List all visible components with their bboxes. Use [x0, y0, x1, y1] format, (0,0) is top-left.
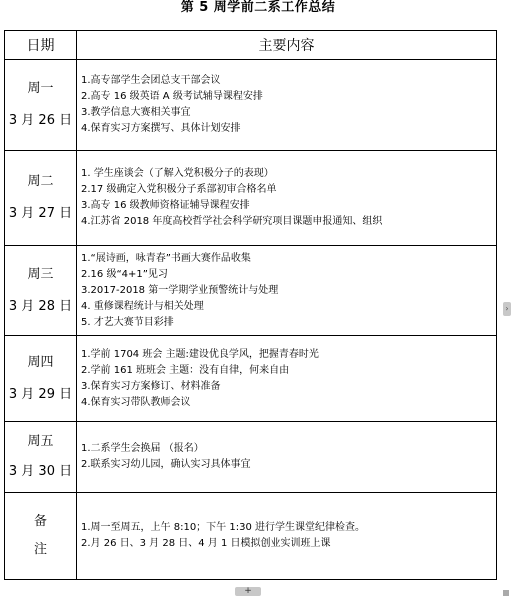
date-label: 3 月 28 日: [8, 298, 73, 314]
date-label: 3 月 30 日: [8, 464, 73, 479]
list-item: 4. 重修课程统计与相关处理: [81, 300, 204, 312]
list-item: 4.保育实习方案撰写、具体计划安排: [81, 123, 241, 134]
date-cell: [5, 151, 77, 246]
list-item: 1.周一至周五，上午 8:10；下午 1:30 进行学生课堂纪律检查。: [81, 522, 365, 533]
date-label: 3 月 27 日: [8, 206, 73, 221]
list-item: 3.保育实习方案修订、材料准备: [81, 380, 221, 392]
content-cell: [77, 60, 497, 151]
table-row: [5, 60, 497, 151]
date-cell: [5, 60, 77, 151]
list-item: 2.联系实习幼儿园，确认实习具体事宜: [81, 459, 251, 470]
notes-row: [5, 493, 497, 580]
content-cell: [77, 246, 497, 336]
date-cell: [5, 336, 77, 422]
table-row: [5, 151, 497, 246]
list-item: 1. 学生座谈会（了解入党积极分子的表现）: [81, 168, 274, 179]
table-row: [5, 336, 497, 422]
notes-label-cell: [5, 493, 77, 580]
list-item: 3.高专 16 级教师资格证辅导课程安排: [81, 200, 250, 211]
date-label: 3 月 26 日: [8, 113, 73, 128]
day-label: 周四: [27, 354, 54, 370]
resize-handle[interactable]: [503, 590, 509, 596]
content-cell: [77, 422, 497, 493]
day-label: 周五: [27, 434, 54, 449]
list-item: 1.学前 1704 班会 主题:建设优良学风，把握青春时光: [81, 348, 319, 360]
list-item: 2.学前 161 班班会 主题：没有自律，何来自由: [81, 364, 290, 376]
day-label: 周二: [27, 174, 54, 189]
list-item: 4.江苏省 2018 年度高校哲学社会科学研究项目课题申报通知、组织: [81, 216, 383, 227]
list-item: 1.高专部学生会团总支干部会议: [81, 75, 221, 86]
date-cell: [5, 246, 77, 336]
list-item: 1.“展诗画，咏青春”书画大赛作品收集: [81, 252, 251, 264]
list-item: 3.教学信息大赛相关事宜: [81, 107, 191, 118]
header-date: 日期: [5, 31, 77, 60]
day-label: 周一: [27, 81, 54, 96]
notes-label: 备: [33, 514, 47, 529]
table-header-row: [5, 31, 497, 60]
content-cell: [77, 336, 497, 422]
header-content: 主要内容: [77, 31, 497, 60]
notes-label: 注: [33, 542, 47, 557]
list-item: 5. 才艺大赛节目彩排: [81, 316, 174, 328]
chevron-right-icon[interactable]: ›: [503, 302, 511, 316]
table-row: [5, 422, 497, 493]
list-item: 3.2017-2018 第一学期学业预警统计与处理: [81, 284, 279, 296]
list-item: 4.保育实习带队教师会议: [81, 396, 191, 408]
day-label: 周三: [27, 266, 54, 282]
date-label: 3 月 29 日: [8, 386, 73, 402]
plus-icon[interactable]: +: [235, 587, 261, 596]
content-cell: [77, 151, 497, 246]
page-title: 第 5 周学前二系工作总结: [180, 0, 336, 15]
notes-content-cell: [77, 493, 497, 580]
list-item: 2.月 26 日、3 月 28 日、4 月 1 日模拟创业实训班上课: [81, 538, 331, 549]
list-item: 1.二系学生会换届 （报名）: [81, 443, 204, 454]
table-row: [5, 246, 497, 336]
work-summary-table: [4, 30, 497, 580]
list-item: 2.高专 16 级英语 A 级考试辅导课程安排: [81, 91, 263, 102]
date-cell: [5, 422, 77, 493]
list-item: 2.16 级“4+1”见习: [81, 268, 168, 280]
list-item: 2.17 级确定入党积极分子系部初审合格名单: [81, 184, 277, 195]
